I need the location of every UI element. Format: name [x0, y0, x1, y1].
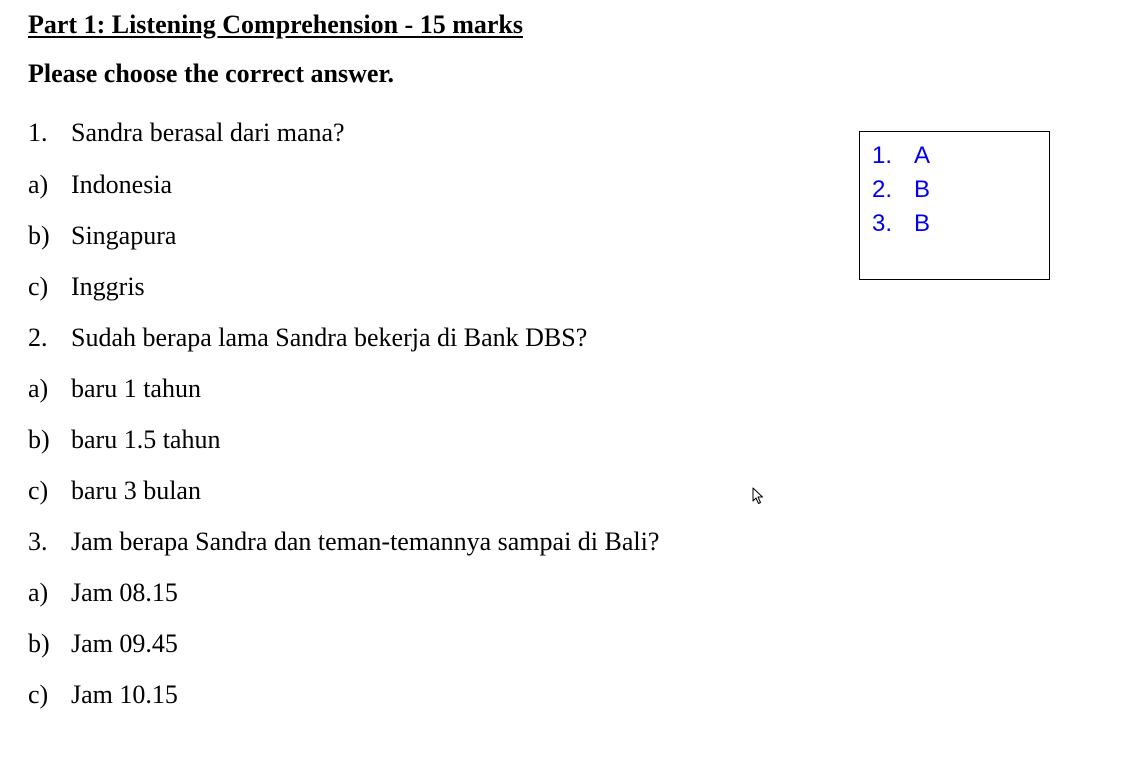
option-letter: a)	[28, 578, 49, 607]
question-number: 3.	[28, 527, 48, 556]
option-text: Jam 09.45	[71, 629, 178, 658]
answer-number: 3.	[872, 210, 893, 237]
option-text: Inggris	[71, 272, 145, 301]
answer-value: B	[914, 210, 931, 237]
option-text: Singapura	[71, 221, 177, 250]
question-text: Sandra berasal dari mana?	[71, 118, 345, 147]
question-number: 2.	[28, 323, 48, 352]
option-letter: c)	[28, 476, 49, 505]
option-text: baru 3 bulan	[71, 476, 201, 505]
option-letter: a)	[28, 374, 49, 403]
option-letter: c)	[28, 272, 49, 301]
option-text: Jam 08.15	[71, 578, 178, 607]
answer-value: A	[914, 142, 931, 169]
option-letter: b)	[28, 425, 50, 454]
question-text: Jam berapa Sandra dan teman-temannya sampai di Bali?	[71, 527, 660, 556]
part-title: Part 1: Listening Comprehension - 15 marks	[28, 10, 523, 39]
option-letter: b)	[28, 629, 50, 658]
answer-value: B	[914, 176, 931, 203]
option-letter: c)	[28, 680, 49, 709]
option-text: Indonesia	[71, 170, 173, 199]
arrow-cursor-icon	[752, 487, 764, 505]
question-text: Sudah berapa lama Sandra bekerja di Bank DBS?	[71, 323, 588, 352]
answer-box[interactable]	[859, 131, 1050, 280]
option-letter: b)	[28, 221, 50, 250]
option-text: baru 1 tahun	[71, 374, 201, 403]
question-number: 1.	[28, 118, 48, 147]
answer-number: 1.	[872, 142, 893, 169]
instruction-text: Please choose the correct answer.	[28, 59, 395, 88]
option-text: Jam 10.15	[71, 680, 178, 709]
option-letter: a)	[28, 170, 49, 199]
answer-number: 2.	[872, 176, 893, 203]
option-text: baru 1.5 tahun	[71, 425, 221, 454]
